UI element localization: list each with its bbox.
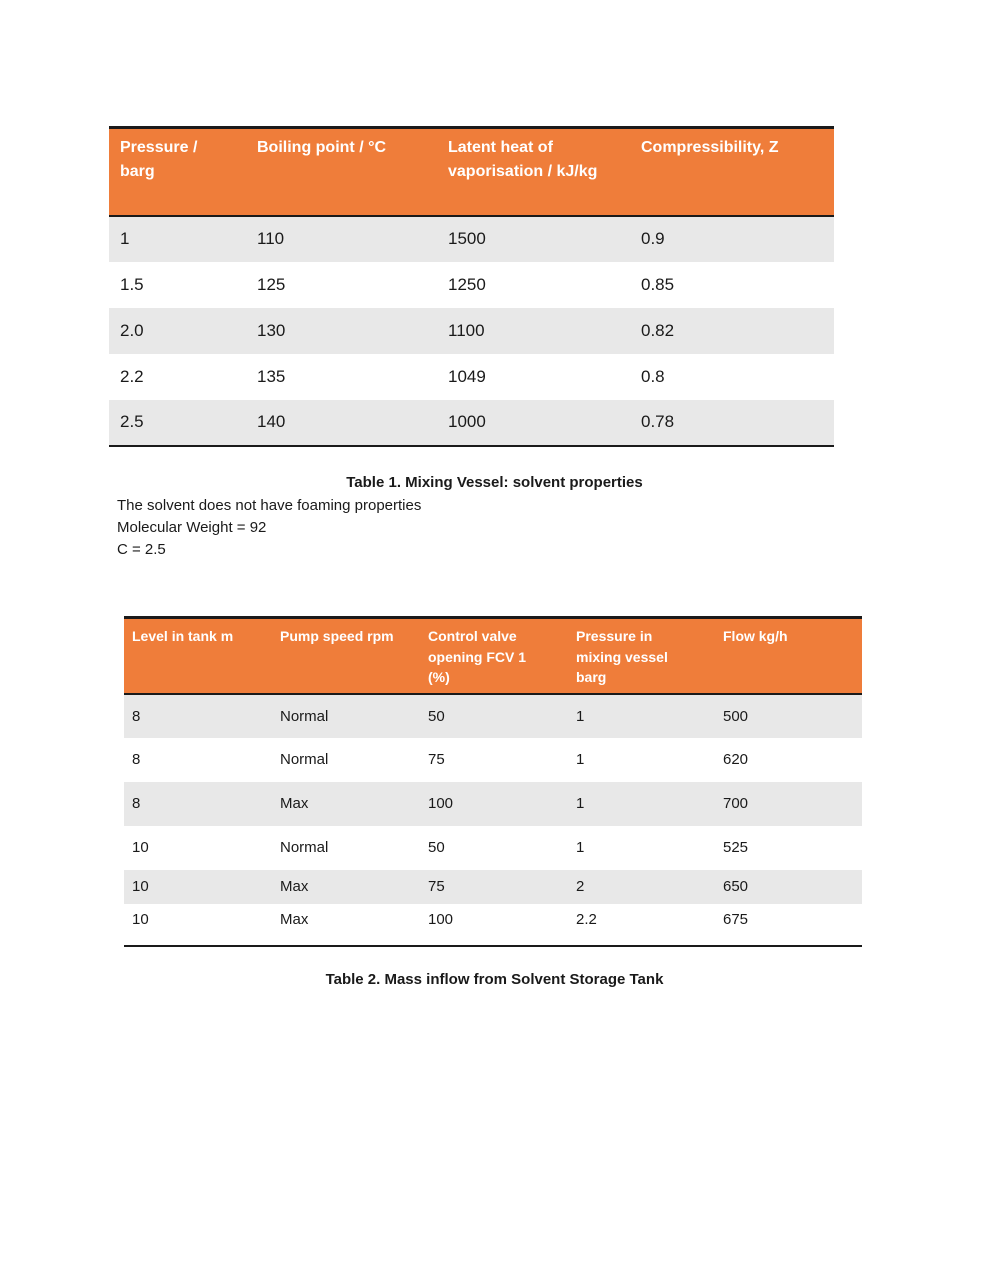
header-flow xyxy=(715,618,862,694)
cell-compressibility: 0.8 xyxy=(630,354,834,400)
cell-flow: 620 xyxy=(715,738,862,782)
solvent-properties-table xyxy=(109,126,834,447)
cell-valve-opening: 100 xyxy=(420,904,568,946)
cell-vessel-pressure: 1 xyxy=(568,782,715,826)
table-row xyxy=(109,262,834,308)
solvent-notes xyxy=(117,495,421,561)
cell-pump-speed: Normal xyxy=(272,738,420,782)
header-latent-heat xyxy=(437,128,630,216)
table-row xyxy=(109,216,834,262)
header-pressure xyxy=(109,128,246,216)
note-molecular-weight: Molecular Weight = 92 xyxy=(117,519,267,536)
cell-boiling-point: 130 xyxy=(246,308,437,354)
cell-level: 8 xyxy=(124,782,272,826)
cell-boiling-point: 135 xyxy=(246,354,437,400)
cell-pressure: 1.5 xyxy=(109,262,246,308)
cell-vessel-pressure: 1 xyxy=(568,826,715,870)
table-header xyxy=(124,618,862,694)
cell-valve-opening: 50 xyxy=(420,826,568,870)
header-line: vaporisation / kJ/kg xyxy=(448,163,598,180)
table-row xyxy=(109,354,834,400)
header-compressibility xyxy=(630,128,834,216)
table-row xyxy=(109,308,834,354)
header-line: Pressure / xyxy=(120,139,198,156)
header-line: Pump speed rpm xyxy=(280,628,394,644)
header-row xyxy=(109,128,834,216)
header-boiling-point xyxy=(246,128,437,216)
header-line: mixing vessel xyxy=(576,648,668,665)
table-row xyxy=(124,782,862,826)
note-c-value: C = 2.5 xyxy=(117,541,166,558)
table-row xyxy=(109,400,834,446)
cell-valve-opening: 100 xyxy=(420,782,568,826)
table-row xyxy=(124,904,862,946)
mass-inflow-table xyxy=(124,616,862,947)
header-line: Latent heat of xyxy=(448,139,553,156)
table-header xyxy=(109,128,834,216)
header-line: barg xyxy=(120,163,155,180)
header-line: Level in tank m xyxy=(132,628,234,644)
header-line: Pressure in xyxy=(576,628,653,644)
cell-latent-heat: 1049 xyxy=(437,354,630,400)
header-line: Boiling point / °C xyxy=(257,139,387,156)
cell-vessel-pressure: 2 xyxy=(568,870,715,904)
cell-vessel-pressure: 2.2 xyxy=(568,904,715,946)
cell-latent-heat: 1000 xyxy=(437,400,630,446)
table1-caption: Table 1. Mixing Vessel: solvent properties xyxy=(346,474,643,491)
cell-pump-speed: Max xyxy=(272,870,420,904)
cell-valve-opening: 75 xyxy=(420,738,568,782)
cell-vessel-pressure: 1 xyxy=(568,694,715,738)
cell-flow: 525 xyxy=(715,826,862,870)
cell-level: 10 xyxy=(124,870,272,904)
cell-flow: 700 xyxy=(715,782,862,826)
cell-valve-opening: 75 xyxy=(420,870,568,904)
cell-compressibility: 0.85 xyxy=(630,262,834,308)
cell-compressibility: 0.9 xyxy=(630,216,834,262)
cell-flow: 500 xyxy=(715,694,862,738)
header-row xyxy=(124,618,862,694)
cell-pressure: 2.5 xyxy=(109,400,246,446)
cell-flow: 650 xyxy=(715,870,862,904)
cell-boiling-point: 110 xyxy=(246,216,437,262)
cell-level: 8 xyxy=(124,694,272,738)
cell-boiling-point: 140 xyxy=(246,400,437,446)
table2-caption: Table 2. Mass inflow from Solvent Storage Tank xyxy=(325,971,664,988)
header-control-valve xyxy=(420,618,568,694)
cell-boiling-point: 125 xyxy=(246,262,437,308)
cell-compressibility: 0.82 xyxy=(630,308,834,354)
header-pump-speed xyxy=(272,618,420,694)
cell-valve-opening: 50 xyxy=(420,694,568,738)
table-row xyxy=(124,738,862,782)
cell-vessel-pressure: 1 xyxy=(568,738,715,782)
cell-pressure: 2.2 xyxy=(109,354,246,400)
header-line: (%) xyxy=(428,669,450,685)
header-level xyxy=(124,618,272,694)
cell-pressure: 1 xyxy=(109,216,246,262)
cell-pump-speed: Max xyxy=(272,904,420,946)
cell-level: 10 xyxy=(124,826,272,870)
cell-level: 10 xyxy=(124,904,272,946)
cell-pump-speed: Max xyxy=(272,782,420,826)
header-vessel-pressure xyxy=(568,618,715,694)
cell-flow: 675 xyxy=(715,904,862,946)
table-row xyxy=(124,694,862,738)
header-line: Compressibility, Z xyxy=(641,139,779,156)
table-row xyxy=(124,870,862,904)
cell-level: 8 xyxy=(124,738,272,782)
cell-latent-heat: 1250 xyxy=(437,262,630,308)
cell-latent-heat: 1100 xyxy=(437,308,630,354)
cell-latent-heat: 1500 xyxy=(437,216,630,262)
cell-pump-speed: Normal xyxy=(272,694,420,738)
cell-pump-speed: Normal xyxy=(272,826,420,870)
cell-compressibility: 0.78 xyxy=(630,400,834,446)
header-line: barg xyxy=(576,669,607,685)
cell-pressure: 2.0 xyxy=(109,308,246,354)
header-line: Flow kg/h xyxy=(723,628,788,644)
header-line: Control valve xyxy=(428,628,517,644)
table-row xyxy=(124,826,862,870)
note-foaming: The solvent does not have foaming properties xyxy=(117,497,422,514)
header-line: opening FCV 1 xyxy=(428,648,526,665)
